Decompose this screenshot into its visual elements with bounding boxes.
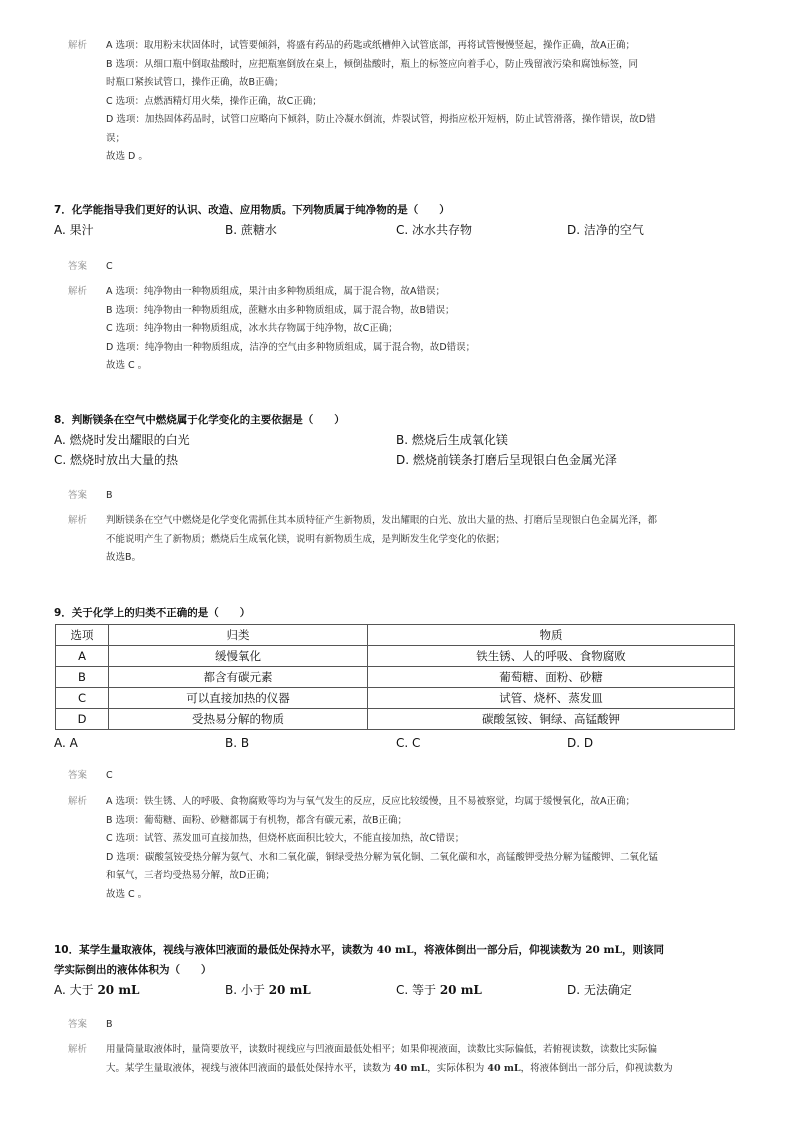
q10-option-d[interactable] [567,980,632,1000]
analysis-tag: 解析 [68,1044,88,1055]
table-cell: 可以直接加热的仪器 [109,688,368,709]
answer-tag: 答案 [68,1019,88,1030]
table-cell: C [56,688,109,709]
question-9 [54,603,744,623]
analysis-line: B 选项：从细口瓶中倒取盐酸时，应把瓶塞倒放在桌上，倾倒盐酸时，瓶上的标签应向着手心，防止残留液污染和腐蚀标签，同 [106,58,639,70]
question-10 [54,940,754,1000]
q10-title-line2: 学实际倒出的液体体积为（ ） [54,964,212,976]
q9-title: 9．关于化学上的归类不正确的是（ ） [54,607,251,619]
table-row [56,667,735,688]
option-label: B. 小于 [225,983,269,997]
q10-option-c[interactable] [396,980,567,1000]
option-label: D. 无法确定 [567,983,632,997]
q8-option-a[interactable]: A. 燃烧时发出耀眼的白光 [54,433,190,447]
option-value: 20 mL [97,983,140,997]
analysis-tag: 解析 [68,796,88,807]
analysis-line: 不能说明产生了新物质；燃烧后生成氧化镁，说明有新物质生成，是判断发生化学变化的依据； [106,533,506,545]
q9-analysis-body [106,793,728,904]
q10-options [54,980,754,1000]
q6-analysis-body [106,37,728,167]
q10-title-part: 10．某学生量取液体，视线与液体凹液面的最低处保持水平，读数为 [54,944,377,956]
table-header-option: 选项 [56,625,109,646]
q7-title: 7．化学能指导我们更好的认识、改造、应用物质。下列物质属于纯净物的是（ ） [54,204,450,216]
analysis-part: ，将液体倒出一部分后，仰视读数为 [520,1062,673,1074]
analysis-line: 判断镁条在空气中燃烧是化学变化需抓住其本质特征产生新物质，发出耀眼的白光、放出大量的热、打磨后呈现银白色金属光泽，都 [106,515,658,526]
q10-title-line1 [54,940,754,960]
q7-analysis-body [106,283,728,376]
answer-tag: 答案 [68,490,88,501]
q9-classification-table [55,624,735,730]
table-header-category: 归类 [109,625,368,646]
analysis-line: C 选项：纯净物由一种物质组成，冰水共存物属于纯净物，故C正确； [106,323,398,334]
table-cell: 缓慢氧化 [109,646,368,667]
q9-analysis [68,793,728,904]
table-header-row [56,625,735,646]
analysis-tag: 解析 [68,515,88,526]
analysis-line: 和氧气，三者均受热易分解，故D正确； [106,870,275,881]
q9-answer-value: C [106,770,113,781]
option-label: A. 大于 [54,983,98,997]
table-row [56,646,735,667]
q7-option-d[interactable]: D. 洁净的空气 [567,223,644,237]
q10-analysis [68,1041,728,1078]
q8-title: 8．判断镁条在空气中燃烧属于化学变化的主要依据是（ ） [54,414,345,426]
table-cell: 试管、烧杯、蒸发皿 [368,688,735,709]
q8-option-c[interactable]: C. 燃烧时放出大量的热 [54,453,179,467]
question-8 [54,410,744,470]
q9-answer [68,767,728,786]
q9-option-d[interactable]: D. D [567,736,594,750]
analysis-line: 故选 D 。 [106,151,148,162]
q8-option-b[interactable]: B. 燃烧后生成氧化镁 [396,433,508,447]
q10-analysis-body [106,1041,728,1078]
q10-title-value: 40 mL [376,944,414,956]
q8-option-d[interactable]: D. 燃烧前镁条打磨后呈现银白色金属光泽 [396,453,617,467]
analysis-line: 用量筒量取液体时，量筒要放平，读数时视线应与凹液面最低处相平；如果仰视液面，读数比实际偏低，若俯视读数，读数比实际偏 [106,1044,658,1055]
q8-options-row1 [54,430,744,450]
analysis-part: 大。某学生量取液体，视线与液体凹液面的最低处保持水平，读数为 [106,1062,395,1074]
q9-options [54,733,744,753]
q7-answer-value: C [106,261,113,272]
option-value: 20 mL [439,983,482,997]
table-row [56,688,735,709]
analysis-value: 40 mL [394,1062,428,1074]
table-cell: 铁生锈、人的呼吸、食物腐败 [368,646,735,667]
q6-analysis [68,37,728,167]
analysis-tag: 解析 [68,286,88,297]
analysis-line: 故选 C 。 [106,888,148,900]
analysis-line: D 选项：纯净物由一种物质组成，洁净的空气由多种物质组成，属于混合物，故D错误； [106,341,476,353]
analysis-line: D 选项：加热固体药品时，试管口应略向下倾斜，防止冷凝水倒流，炸裂试管，拇指应松开短柄，防止试管滑落，操作错误，故D错 [106,114,656,125]
analysis-line: 误； [106,132,126,144]
q10-answer [68,1016,728,1035]
option-label: C. 等于 [396,983,440,997]
analysis-line: C 选项：试管、蒸发皿可直接加热，但烧杯底面积比较大，不能直接加热，故C错误； [106,833,465,844]
analysis-line: B 选项：纯净物由一种物质组成，蔗糖水由多种物质组成，属于混合物，故B错误； [106,304,455,316]
q8-analysis [68,512,728,568]
table-cell: 受热易分解的物质 [109,709,368,730]
q8-answer-value: B [106,490,113,501]
q10-option-a[interactable] [54,980,225,1000]
analysis-line: 故选B。 [106,552,142,563]
analysis-part: ，实际体积为 [427,1062,488,1074]
q9-option-c[interactable]: C. C [396,736,421,750]
q7-option-b[interactable]: B. 蔗糖水 [225,223,277,237]
q10-title-part: ，将液体倒出一部分后，仰视读数为 [413,944,586,956]
q7-options [54,220,744,240]
q10-option-b[interactable] [225,980,396,1000]
analysis-line: B 选项：葡萄糖、面粉、砂糖都属于有机物，都含有碳元素，故B正确； [106,814,408,826]
q8-answer [68,487,728,506]
question-7 [54,200,744,240]
answer-tag: 答案 [68,770,88,781]
analysis-line [106,1060,728,1079]
analysis-line: A 选项：取用粉末状固体时，试管要倾斜，将盛有药品的药匙或纸槽伸入试管底部，再将试管慢慢竖起，操作正确，故A正确； [106,40,636,51]
analysis-line: D 选项：碳酸氢铵受热分解为氨气、水和二氧化碳，铜绿受热分解为氧化铜、二氧化碳和水，高锰酸钾受热分解为锰酸钾、二氧化锰 [106,851,658,863]
q8-analysis-body [106,512,728,568]
q9-option-b[interactable]: B. B [225,736,250,750]
option-value: 20 mL [268,983,311,997]
q10-answer-value: B [106,1019,113,1030]
table-header-substance: 物质 [368,625,735,646]
table-row [56,709,735,730]
table-cell: D [56,709,109,730]
answer-tag: 答案 [68,261,88,272]
q9-option-a[interactable]: A. A [54,736,78,750]
analysis-tag: 解析 [68,40,88,51]
table-cell: 碳酸氢铵、铜绿、高锰酸钾 [368,709,735,730]
analysis-line: 故选 C 。 [106,360,148,371]
analysis-line: 时瓶口紧挨试管口，操作正确，故B正确； [106,77,284,88]
q10-title-value: 20 mL [585,944,622,956]
analysis-line: C 选项：点燃酒精灯用火柴，操作正确，故C正确； [106,95,322,107]
q8-options-row2 [54,450,744,470]
q7-analysis [68,283,728,376]
analysis-line: A 选项：铁生锈、人的呼吸、食物腐败等均为与氧气发生的反应，反应比较缓慢，且不易被察觉，均属于缓慢氧化，故A正确； [106,796,636,807]
q7-option-a[interactable]: A. 果汁 [54,223,94,237]
analysis-value: 40 mL [487,1062,521,1074]
table-cell: 都含有碳元素 [109,667,368,688]
q10-title-part: ，则该同 [621,944,664,956]
table-cell: A [56,646,109,667]
analysis-line: A 选项：纯净物由一种物质组成，果汁由多种物质组成，属于混合物，故A错误； [106,286,446,297]
q7-answer [68,258,728,277]
table-cell: 葡萄糖、面粉、砂糖 [368,667,735,688]
table-cell: B [56,667,109,688]
q7-option-c[interactable]: C. 冰水共存物 [396,223,473,237]
